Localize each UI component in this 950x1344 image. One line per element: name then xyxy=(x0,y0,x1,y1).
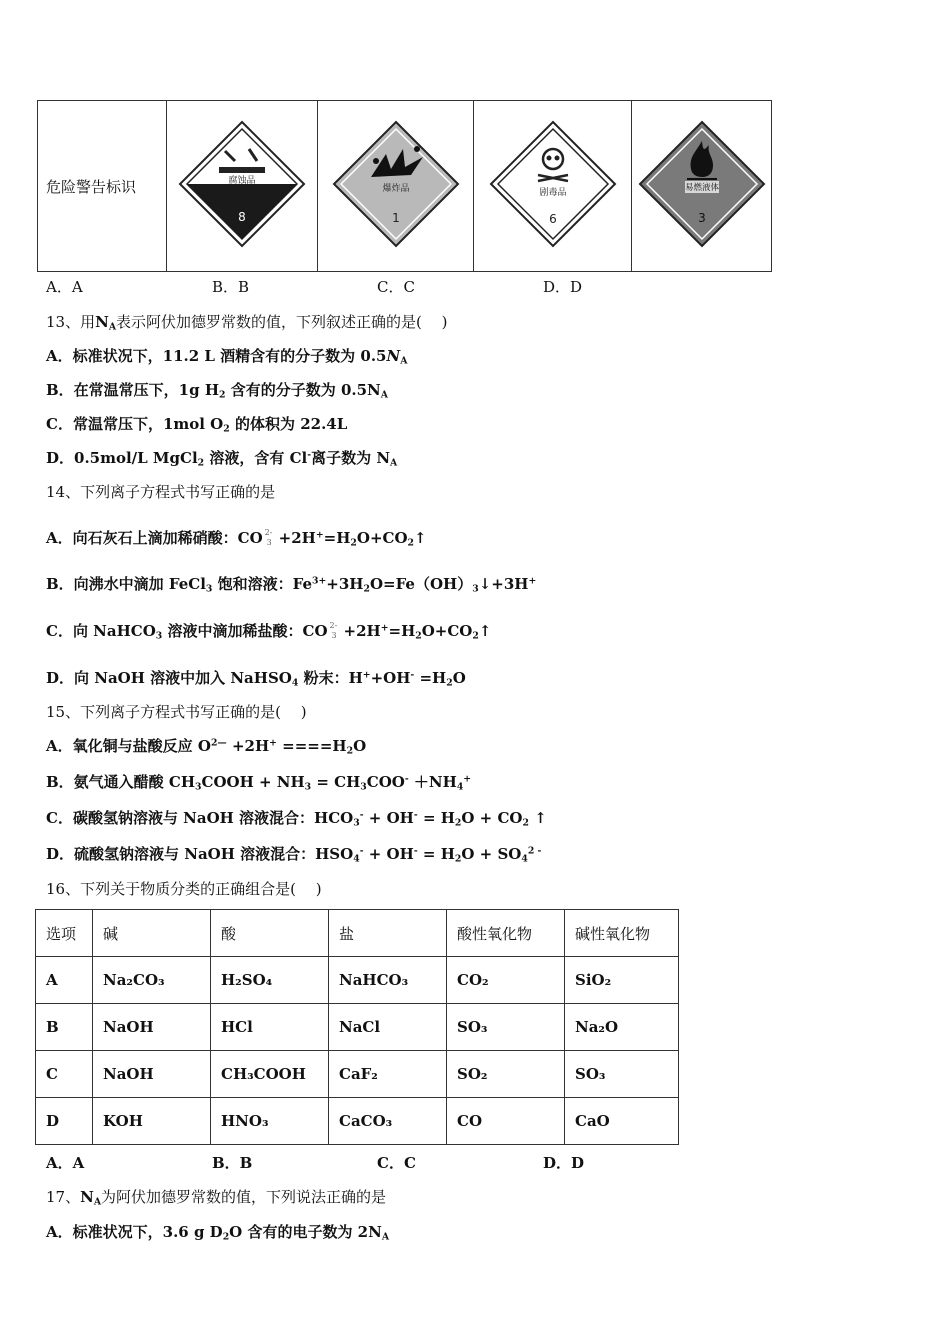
table-cell: KOH xyxy=(93,1098,211,1145)
flammable-sign-name: 易燃液体 xyxy=(684,183,719,193)
q15-option-b[interactable]: B．氨气通入醋酸 $CH_3COOH + NH_3 = CH_3COO^- +NH_4^+$ xyxy=(46,773,472,793)
q13-stem: 13、用$N_A$表示阿伏加德罗常数的值，下列叙述正确的是( ) xyxy=(46,313,448,333)
toxic-sign-name: 剧毒品 xyxy=(538,188,567,198)
table-cell: CaO xyxy=(565,1098,679,1145)
table-cell: D xyxy=(36,1098,93,1145)
table-cell: CaCO₃ xyxy=(329,1098,447,1145)
q13-option-c[interactable]: C．常温常压下，1mol $O_2$ 的体积为 22.4L xyxy=(46,415,348,435)
table-cell: HCl xyxy=(211,1004,329,1051)
skull-sign-icon xyxy=(488,119,618,249)
q16-option-a[interactable]: A．A xyxy=(46,1154,85,1172)
table-cell: HNO₃ xyxy=(211,1098,329,1145)
table-cell: SO₃ xyxy=(447,1004,565,1051)
table-cell: C xyxy=(36,1051,93,1098)
table-cell: NaCl xyxy=(329,1004,447,1051)
classification-table xyxy=(35,909,679,1145)
table-cell: NaOH xyxy=(93,1004,211,1051)
corrosive-sign-cell xyxy=(167,101,318,272)
q16-option-b[interactable]: B．B xyxy=(212,1154,253,1172)
table-cell: NaHCO₃ xyxy=(329,957,447,1004)
table-row xyxy=(36,957,679,1004)
q13-option-a[interactable]: A．标准状况下，11.2 L 酒精含有的分子数为 $0.5N_A$ xyxy=(46,347,408,367)
table-row xyxy=(36,1098,679,1145)
q14-option-d[interactable]: D．向 NaOH 溶液中加入 NaHSO$_4$ 粉末：$H^++OH^- =H_2O$ xyxy=(46,669,466,689)
explosive-sign-name: 爆炸品 xyxy=(381,184,410,194)
table-row xyxy=(36,1051,679,1098)
q14-stem: 14、下列离子方程式书写正确的是 xyxy=(46,483,276,501)
table-row xyxy=(36,1004,679,1051)
q17-stem: 17、$N_A$为阿伏加德罗常数的值，下列说法正确的是 xyxy=(46,1188,387,1208)
header-cell: 碱性氧化物 xyxy=(565,910,679,957)
q12-option-b[interactable]: B．B xyxy=(212,278,250,296)
corrosive-sign-class: 8 xyxy=(238,210,246,224)
q14-option-a[interactable]: A．向石灰石上滴加稀硝酸：CO 2- 3 $+2H^+=H_2O+CO_2↑$ xyxy=(46,528,427,549)
table-cell: CaF₂ xyxy=(329,1051,447,1098)
explosive-sign-class: 1 xyxy=(391,211,400,225)
header-cell: 酸 xyxy=(211,910,329,957)
table-cell: A xyxy=(36,957,93,1004)
table-cell: SiO₂ xyxy=(565,957,679,1004)
q12-option-d[interactable]: D．D xyxy=(543,278,583,296)
flammable-sign-cell xyxy=(632,101,772,272)
header-cell: 碱 xyxy=(93,910,211,957)
q12-option-a[interactable]: A．A xyxy=(46,278,83,296)
hazard-sign-table xyxy=(37,100,772,272)
q14-option-b[interactable]: B．向沸水中滴加 FeCl$_3$ 饱和溶液：$Fe^{3+}+3H_2O=Fe(OH)_3↓+3H^+$ xyxy=(46,575,537,595)
q15-stem: 15、下列离子方程式书写正确的是( ) xyxy=(46,703,307,721)
q16-option-c[interactable]: C．C xyxy=(377,1154,416,1172)
table-cell: H₂SO₄ xyxy=(211,957,329,1004)
table-cell: B xyxy=(36,1004,93,1051)
table-cell: SO₃ xyxy=(565,1051,679,1098)
q16-option-d[interactable]: D．D xyxy=(543,1154,585,1172)
q12-option-c[interactable]: C．C xyxy=(377,278,415,296)
table-cell: NaOH xyxy=(93,1051,211,1098)
table-cell: Na₂CO₃ xyxy=(93,957,211,1004)
q15-option-d[interactable]: D．硫酸氢钠溶液与 NaOH 溶液混合：$HSO_4^- + OH^- = H_2O + SO_4^{2 -}$ xyxy=(46,845,542,865)
corrosive-sign-icon xyxy=(177,119,307,249)
header-cell: 盐 xyxy=(329,910,447,957)
flammable-sign-class: 3 xyxy=(697,211,706,225)
q15-option-a[interactable]: A．氧化铜与盐酸反应 $O^{2—} +2H^+ ====H_2O$ xyxy=(46,737,367,757)
flame-sign-icon xyxy=(637,119,767,249)
table-header-row xyxy=(36,910,679,957)
table-cell: CO₂ xyxy=(447,957,565,1004)
q14-option-c[interactable]: C．向 NaHCO$_3$ 溶液中滴加稀盐酸：CO 2- 3 $+2H^+=H_2O+CO_2↑$ xyxy=(46,621,492,642)
table-cell: CO xyxy=(447,1098,565,1145)
q13-option-b[interactable]: B．在常温常压下，1g $H_2$ 含有的分子数为 $0.5N_A$ xyxy=(46,381,388,401)
corrosive-sign-name: 腐蚀品 xyxy=(228,176,256,186)
toxic-sign-class: 6 xyxy=(548,212,557,226)
explosive-sign-icon xyxy=(331,119,461,249)
header-cell: 选项 xyxy=(36,910,93,957)
q13-option-d[interactable]: D．0.5mol/L MgCl$_2$ 溶液，含有 Cl-离子数为 $N_A$ xyxy=(46,449,398,469)
q17-option-a[interactable]: A．标准状况下，3.6 g $D_2O$ 含有的电子数为 $2N_A$ xyxy=(46,1223,390,1243)
table-cell: CH₃COOH xyxy=(211,1051,329,1098)
table-cell: Na₂O xyxy=(565,1004,679,1051)
explosive-sign-cell xyxy=(318,101,474,272)
table-cell: SO₂ xyxy=(447,1051,565,1098)
q16-stem: 16、下列关于物质分类的正确组合是( ) xyxy=(46,880,322,898)
hazard-label: 危险警告标识 xyxy=(38,101,167,272)
q15-option-c[interactable]: C．碳酸氢钠溶液与 NaOH 溶液混合：$HCO_3^- + OH^- = H_2O + CO_2$ ↑ xyxy=(46,809,547,829)
header-cell: 酸性氧化物 xyxy=(447,910,565,957)
toxic-sign-cell xyxy=(474,101,632,272)
